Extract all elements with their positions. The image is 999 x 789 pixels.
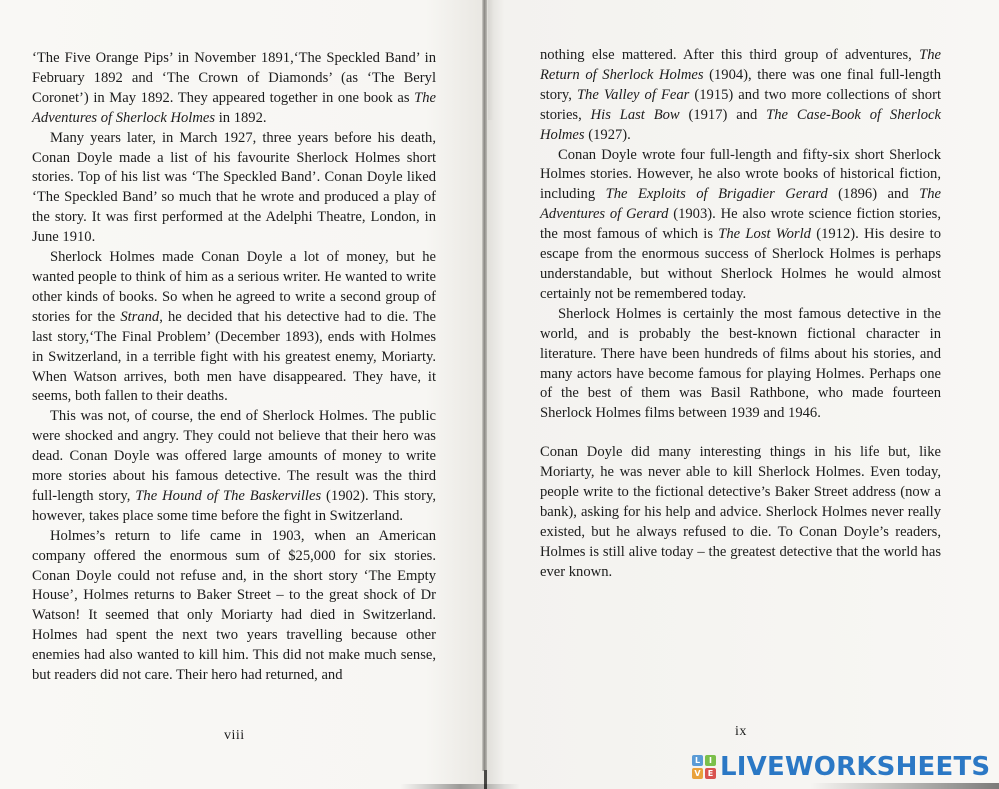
logo-tile-l: L [692,755,703,766]
left-paragraph-3: Sherlock Holmes made Conan Doyle a lot of money, but he wanted people to think of him as a serious writer. He wanted to write other kinds of books. So when he agreed to write a second group of stories for the Strand, he decided that his detective had to die. The last story,‘The Final Problem’ (December 1893), ends with Holmes in Switzerland, in a terrible fight with his greatest enemy, Moriarty. When Watson arrives, both men have disappeared. They have, it seems, both fallen to their deaths. [32,249,436,405]
left-paragraph-5: Holmes’s return to life came in 1903, when an American company offered the enormous sum of $25,000 for six stories. Conan Doyle could not refuse and, in the short story ‘The Empty House’, Holmes returns to Baker Street – to the great shock of Dr Watson! It seemed that only Moriarty had died in Switzerland. Holmes had spent the next two years travelling because other enemies had also wanted to kill him. This did not make much sense, but readers did not care. Their hero had returned, and [32,527,436,684]
right-paragraph-4: Conan Doyle did many interesting things in his life but, like Moriarty, he was never able to kill Sherlock Holmes. Even today, people write to the fictional detective’s Baker Street address (now a bank), asking for his help and advice. Sherlock Holmes never really existed, but he always refused to die. To Conan Doyle’s readers, Holmes is still alive today – the greatest detective that the world has ever known. [540,444,941,580]
left-paragraph-2: Many years later, in March 1927, three years before his death, Conan Doyle made a list of his favourite Sherlock Holmes short stories. Top of his list was ‘The Speckled Band’. Conan Doyle liked ‘The Speckled Band’ so much that he wrote and produced a play of the story. It was first performed at the Adelphi Theatre, London, in June 1910. [32,129,436,246]
left-page-text [32,49,436,686]
left-paragraph-4: This was not, of course, the end of Sherlock Holmes. The public were shocked and angry. They could not believe that their hero was dead. Conan Doyle was offered large amounts of money to write more stories about his famous detective. The result was the third full-length story, The Hound of The Baskervilles (1902). This story, however, takes place some time before the fight in Switzerland. [32,408,436,524]
logo-tile-e: E [705,768,716,779]
book-gutter [482,0,487,771]
left-page [0,0,484,789]
page-curve-shadow [488,0,494,120]
italic-title: The Exploits of Brigadier Gerard [605,186,828,203]
italic-title: The Adventures of Sherlock Holmes [32,89,436,126]
italic-title: His Last Bow [590,106,680,123]
italic-title: The Valley of Fear [576,86,690,103]
liveworksheets-wordmark: LIVEWORKSHEETS [720,752,991,782]
bottom-edge-shadow [810,783,999,789]
italic-title: The Return of Sherlock Holmes [540,47,941,83]
italic-title: The Hound of The Baskervilles [135,487,322,504]
left-paragraph-1: ‘The Five Orange Pips’ in November 1891,‘The Speckled Band’ in February 1892 and ‘The Crown of Diamonds’ (as ‘The Beryl Coronet’) in May 1892. They appeared together in one book as The Adventures of Sherlock Holmes in 1892. [32,50,436,126]
italic-title: The Adventures of Gerard [540,186,941,223]
page-number-left: viii [224,728,245,743]
liveworksheets-logo-icon [692,755,716,779]
italic-title: The Lost World [718,226,811,243]
logo-tile-v: V [692,768,703,779]
right-page-text [540,46,941,583]
logo-tile-i: I [705,755,716,766]
page-number-right: ix [735,724,747,739]
right-paragraph-3: Sherlock Holmes is certainly the most famous detective in the world, and is probably the best-known fictional character in literature. There have been hundreds of films about his stories, and many actors have become famous for playing Holmes. Perhaps one of the best of them was Basil Rathbone, who made fourteen Sherlock Holmes films between 1939 and 1946. [540,305,941,422]
right-paragraph-2: Conan Doyle wrote four full-length and fifty-six short Sherlock Holmes stories. However, he also wrote books of historical fiction, including The Exploits of Brigadier Gerard (1896) and The Adventures of Gerard (1903). He also wrote science fiction stories, the most famous of which is The Lost World (1912). His desire to escape from the enormous success of Sherlock Holmes is perhaps understandable, but without Sherlock Holmes he would almost certainly not be remembered today. [540,146,942,302]
liveworksheets-watermark [692,752,990,782]
italic-title: The Case-Book of Sherlock Holmes [540,106,941,143]
right-paragraph-1: nothing else mattered. After this third group of adventures, The Return of Sherlock Holmes (1904), there was one final full-length story, The Valley of Fear (1915) and two more collections of short stories, His Last Bow (1917) and The Case-Book of Sherlock Holmes (1927). [540,47,942,143]
bottom-center-shadow [400,784,520,789]
italic-title: Strand [120,308,160,325]
